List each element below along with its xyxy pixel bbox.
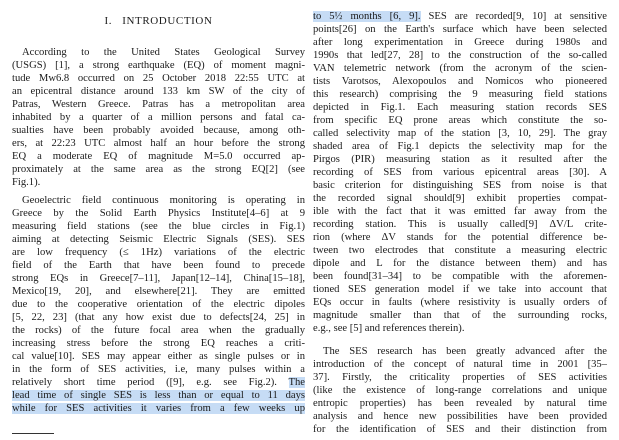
- text-line: dipole and L for the distance between them) and has: [313, 258, 607, 269]
- text-line: VAN telemetric network (from the acronym of the scien-: [313, 63, 607, 74]
- text-line: field of the Earth that have been found to precede: [12, 260, 305, 271]
- text-line: recording station. This is usually called[9] ΔV/L crite-: [313, 219, 607, 230]
- text-line: EQ a moderate EQ of magnitude M=5.0 occurred ap-: [12, 151, 305, 162]
- text-line: from specific EQ prone areas which constitute the so-: [313, 115, 607, 126]
- text-line: entropic properties) has been revealed by natural time: [313, 398, 607, 409]
- text-line: [313, 11, 607, 23]
- text-line: points[26] on the Earth's surface which have been selected: [313, 24, 607, 35]
- text-line: increasing stress before the strong EQ reaches a criti-: [12, 338, 305, 349]
- text-line: (USGS) [1], a strong earthquake (EQ) of moment magni-: [12, 60, 305, 71]
- text-line: tists Varotsos, Alexopoulos and Nomicos who pioneered: [313, 76, 607, 87]
- text-line: The SES research has been greatly advanced after the: [323, 346, 607, 357]
- text-line: [5, 22, 23] (that any how exist due to defects[24, 25] in: [12, 312, 305, 323]
- text-line: 1990s that led[27, 28] to the construction of the so-called: [313, 50, 607, 61]
- text-line: Greece by the Solid Earth Physics Institute[4–6] at 9: [12, 208, 305, 219]
- text-line: (like the existence of long-range correlations and unique: [313, 385, 607, 396]
- text-line: analysis and hence new possibilities have been provided: [313, 411, 607, 422]
- text-line: after long experimentation in Greece during 1980s and: [313, 37, 607, 48]
- text-line: inhabited by a quarter of a million persons and fatal ca-: [12, 112, 305, 123]
- text-line: depicted in Fig.1. Each measuring station records SES: [313, 102, 607, 113]
- text-segment: SES are recorded[9, 10] at sensitive: [428, 11, 607, 22]
- text-line: in the form of SES activities, i.e, many pulses within a: [12, 364, 305, 375]
- highlighted-text[interactable]: The: [288, 377, 305, 388]
- text-line: EQs occur in faults (where resistivity is usually orders of: [313, 297, 607, 308]
- text-line: the rocks) of the future focal area when the gradually: [12, 325, 305, 336]
- text-line: the recorded signal should[9] exhibit properties compat-: [313, 193, 607, 204]
- text-line: ers, at 22:23 UTC almost half an hour before the strong: [12, 138, 305, 149]
- text-line: recording of SES from various epicentral areas [30]. A: [313, 167, 607, 178]
- text-segment: relatively short time period ([9], e.g. see Fig.2).: [12, 377, 277, 388]
- text-line: aiming at detecting Seismic Electric Signals (SES). SES: [12, 234, 305, 245]
- text-line: 37]. Firstly, the criticality properties of SES activities: [313, 372, 607, 383]
- text-line: introduction of the concept of natural time in 2001 [35–: [313, 359, 607, 370]
- text-line: [12, 403, 305, 415]
- text-line: measuring field stations (see the blue circles in Fig.1): [12, 221, 305, 232]
- text-line: tude Mw6.8 occurred on 25 October 2018 22:55 UTC at: [12, 73, 305, 84]
- text-line: [12, 390, 305, 402]
- text-line: for the identification of SES and their distinction from: [313, 424, 607, 435]
- text-line: Patras, Western Greece. Patras has a metropolitan area: [12, 99, 305, 110]
- section-title: INTRODUCTION: [122, 15, 213, 27]
- text-line: due to the cooperative orientation of the electric dipoles: [12, 299, 305, 310]
- highlighted-text[interactable]: lead time of single SES is less than or equal to 11 days: [12, 390, 305, 401]
- text-line: been found[31–34] to be compatible with the aforemen-: [313, 271, 607, 282]
- text-line: e.g., see [5] and references therein).: [313, 323, 465, 334]
- text-line: tween two electrodes that constitute a measuring electric: [313, 245, 607, 256]
- text-line: shaded area of Fig.1 depicts the selectivity map for the: [313, 141, 607, 152]
- text-line: [12, 377, 305, 389]
- text-line: proximately at the same area as the strong EQ[2] (see: [12, 164, 305, 175]
- text-line: tioned SES generation model if we take into account that: [313, 284, 607, 295]
- text-line: this research) comprising the 9 measuring field stations: [313, 89, 607, 100]
- text-line: ible with the fact that it was emitted far away from the: [313, 206, 607, 217]
- text-line: an epicentral distance around 133 km SW of the city of: [12, 86, 305, 97]
- text-line: rion (where ΔV stands for the potential difference be-: [313, 232, 607, 243]
- text-line: cal value[10]. SES may appear either as single pulses or in: [12, 351, 305, 362]
- text-line: strong EQs in Greece[7–11], Japan[12–14], China[15–18],: [12, 273, 305, 284]
- text-line: Mexico[19, 20], and elsewhere[21]. They are emitted: [12, 286, 305, 297]
- text-line: are low frequency (≤ 1Hz) variations of the electric: [12, 247, 305, 258]
- text-line: Pirgos (PIR) measuring station as it resulted after the: [313, 154, 607, 165]
- text-line: Fig.1).: [12, 177, 41, 188]
- text-line: magnitude smaller than that of the surrounding rocks,: [313, 310, 607, 321]
- highlighted-text[interactable]: to 5½ months [6, 9].: [313, 11, 421, 22]
- text-line: basic criterion for distinguishing SES from noise is that: [313, 180, 607, 191]
- text-line: called selectivity map of the station [3, 10, 29]. The gray: [313, 128, 607, 139]
- section-number: I.: [104, 15, 113, 27]
- text-line: sualties have been probably avoided because, among oth-: [12, 125, 305, 136]
- footnote-rule: [12, 433, 54, 434]
- text-line: Geoelectric field continuous monitoring is operating in: [22, 195, 305, 206]
- section-heading: [12, 14, 305, 28]
- highlighted-text[interactable]: while for SES activities it varies from a few weeks up: [12, 403, 305, 414]
- text-line: According to the United States Geological Survey: [22, 47, 305, 58]
